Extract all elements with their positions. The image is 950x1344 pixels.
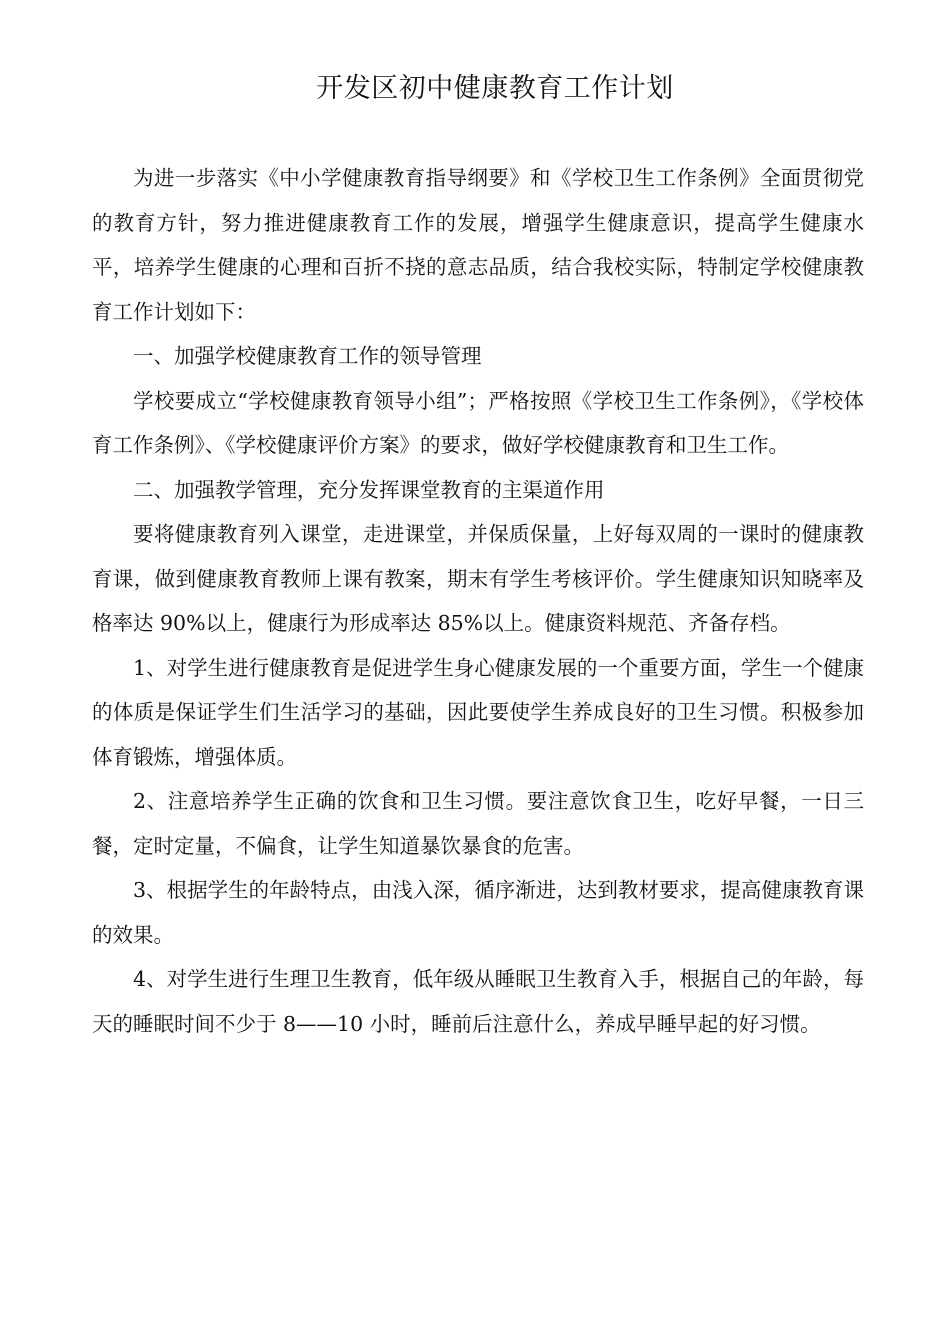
list-item-3: 3、根据学生的年龄特点，由浅入深，循序渐进，达到教材要求，提高健康教育课的效果。 xyxy=(92,878,864,947)
list-item-1: 1、对学生进行健康教育是促进学生身心健康发展的一个重要方面，学生一个健康的体质是保证学生们生活学习的基础，因此要使学生养成良好的卫生习惯。积极参加体育锻炼，增强体质。 xyxy=(92,655,864,769)
document-title: 开发区初中健康教育工作计划 xyxy=(316,73,674,104)
list-item-2: 2、注意培养学生正确的饮食和卫生习惯。要注意饮食卫生，吃好早餐，一日三餐，定时定量，不偏食，让学生知道暴饮暴食的危害。 xyxy=(92,789,864,858)
document-body xyxy=(92,156,864,1046)
section-2-paragraph: 要将健康教育列入课堂，走进课堂，并保质保量，上好每双周的一课时的健康教育课，做到健康教育教师上课有教案，期末有学生考核评价。学生健康知识知晓率及格率达 90%以上，健康行为形成率达 85%以上。健康资料规范、齐备存档。 xyxy=(92,522,864,635)
section-1-paragraph: 学校要成立“学校健康教育领导小组”；严格按照《学校卫生工作条例》，《学校体育工作条例》、《学校健康评价方案》的要求，做好学校健康教育和卫生工作。 xyxy=(92,388,864,457)
section-heading-1: 一、加强学校健康教育工作的领导管理 xyxy=(133,344,482,368)
section-heading-2: 二、加强教学管理，充分发挥课堂教育的主渠道作用 xyxy=(133,477,605,502)
intro-paragraph: 为进一步落实《中小学健康教育指导纲要》和《学校卫生工作条例》全面贯彻党的教育方针，努力推进健康教育工作的发展，增强学生健康意识，提高学生健康水平，培养学生健康的心理和百折不挠的意志品质，结合我校实际，特制定学校健康教育工作计划如下： xyxy=(92,166,864,324)
list-item-4: 4、对学生进行生理卫生教育，低年级从睡眠卫生教育入手，根据自己的年龄，每天的睡眠时间不少于 8——10 小时，睡前后注意什么，养成早睡早起的好习惯。 xyxy=(92,967,864,1036)
